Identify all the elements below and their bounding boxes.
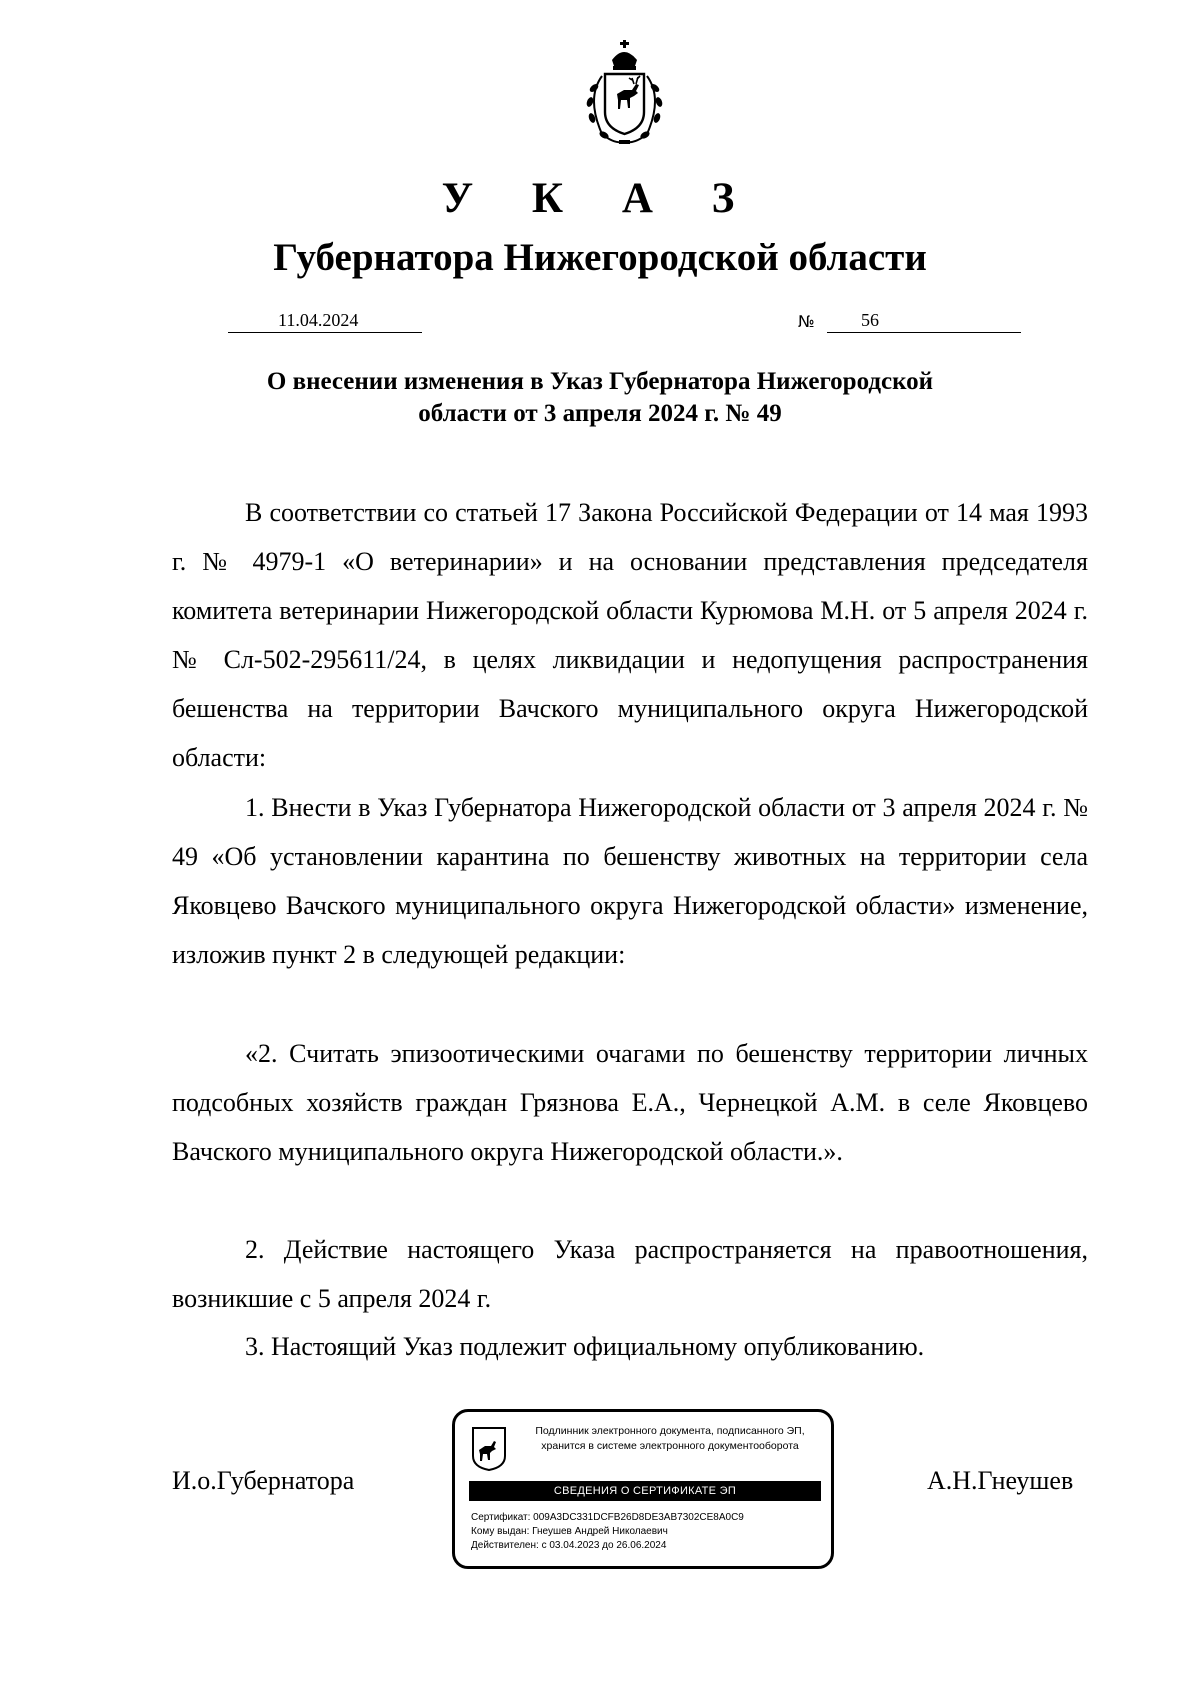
emblem-small-icon — [471, 1426, 507, 1472]
subject-line-2: области от 3 апреля 2024 г. № 49 — [418, 400, 782, 427]
date-field — [228, 309, 422, 333]
coat-of-arms-emblem — [572, 38, 677, 150]
certificate-info-bar: СВЕДЕНИЯ О СЕРТИФИКАТЕ ЭП — [469, 1481, 821, 1501]
certificate-validity: Действителен: с 03.04.2023 до 26.06.2024 — [471, 1540, 667, 1551]
document-type-title: У К А З — [441, 175, 759, 222]
electronic-signature-stamp — [452, 1409, 834, 1569]
paragraph-1: 1. Внести в Указ Губернатора Нижегородской области от 3 апреля 2024 г. № 49 «Об установлении карантина по бешенству животных на территории села Яковцево Вачского муниципального округа Нижегородской области» изменение, изложив пункт 2 в следующей редакции: — [172, 793, 1088, 969]
document-date: 11.04.2024 — [278, 310, 359, 330]
signatory-title: И.о.Губернатора — [172, 1466, 355, 1495]
certificate-details — [471, 1511, 744, 1553]
certificate-owner: Кому выдан: Гнеушев Андрей Николаевич — [471, 1526, 668, 1537]
stamp-header-line-1: Подлинник электронного документа, подписанного ЭП, — [535, 1425, 805, 1437]
certificate-id: Сертификат: 009A3DC331DCFB26D8DE3AB7302CE8A0C9 — [471, 1512, 744, 1523]
stamp-header-line-2: хранится в системе электронного документооборота — [541, 1440, 799, 1452]
stamp-header — [515, 1424, 825, 1454]
paragraph-3: 3. Настоящий Указ подлежит официальному опубликованию. — [245, 1332, 925, 1361]
subject-line-1: О внесении изменения в Указ Губернатора Нижегородской — [266, 368, 934, 395]
issuer-title: Губернатора Нижегородской области — [273, 236, 927, 279]
document-number: 56 — [861, 310, 879, 330]
paragraph-2: 2. Действие настоящего Указа распространяется на правоотношения, возникшие с 5 апреля 2024 г. — [172, 1235, 1088, 1313]
signatory-name: А.Н.Гнеушев — [927, 1466, 1074, 1495]
paragraph-1-quote: «2. Считать эпизоотическими очагами по бешенству территории личных подсобных хозяйств граждан Грязнова Е.А., Чернецкой А.М. в селе Яковцево Вачского муниципального округа Нижегородской области.». — [172, 1039, 1088, 1166]
number-field — [827, 309, 1021, 333]
preamble-paragraph: В соответствии со статьей 17 Закона Российской Федерации от 14 мая 1993 г. № 4979-1 «О ветеринарии» и на основании представления председателя комитета ветеринарии Нижегородской области Курюмова М.Н. от 5 апреля 2024 г. № Сл-502-295611/24, в целях ликвидации и недопущения распространения бешенства на территории Вачского муниципального округа Нижегородской области: — [172, 498, 1088, 772]
document-subject — [0, 366, 1200, 430]
number-sign: № — [798, 312, 815, 331]
